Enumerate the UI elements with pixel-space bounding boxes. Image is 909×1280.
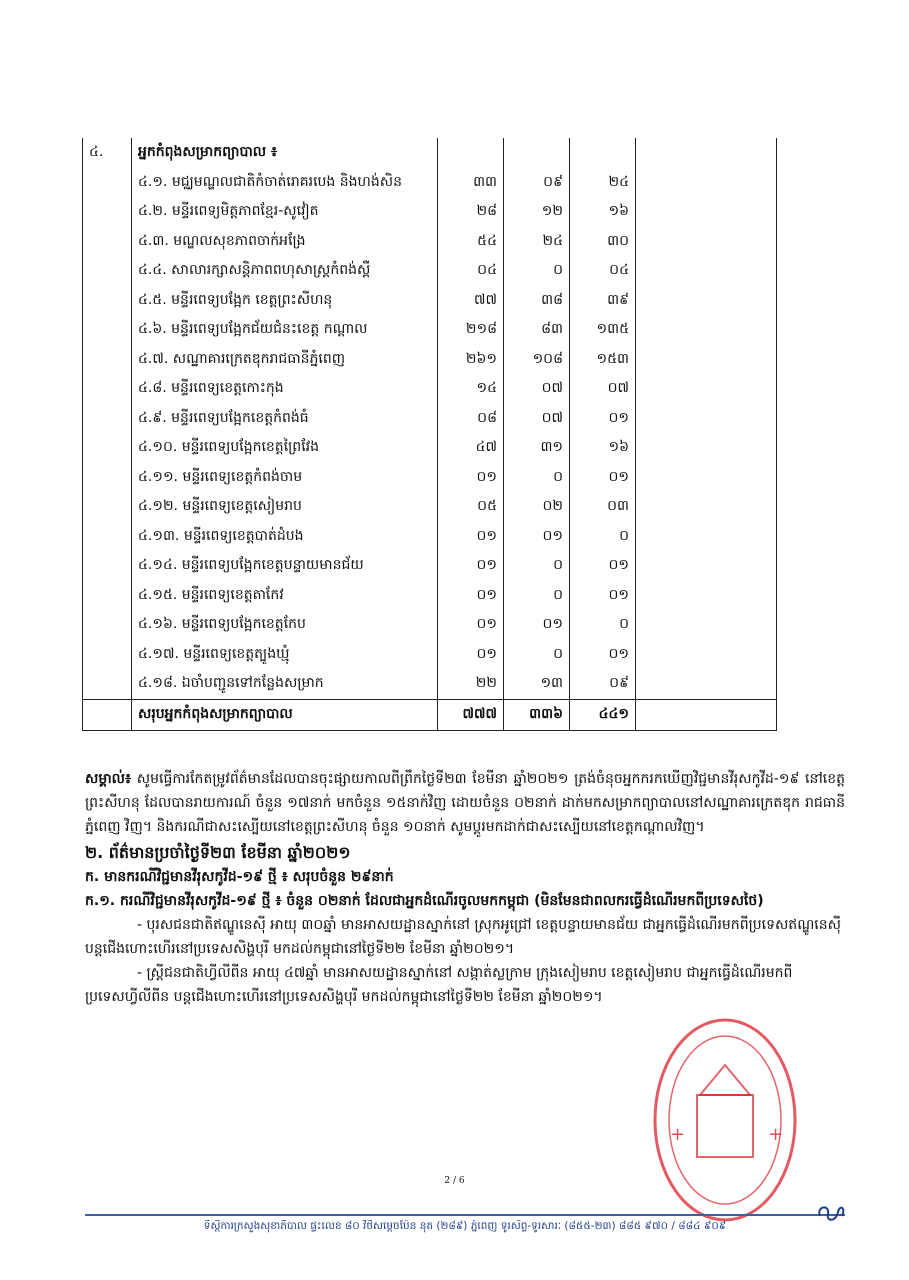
value-total: ៥៤	[438, 227, 504, 257]
facility-name: ៤.១៨. ឯចាំបញ្ជូនទៅកន្លែងសម្រាក	[132, 669, 438, 699]
table-row	[83, 227, 777, 257]
value-total: ៤៧	[438, 433, 504, 463]
value-female: ០	[504, 551, 570, 581]
value-total: ២១៨	[438, 315, 504, 345]
facility-name: ៤.១៤. មន្ទីរពេទ្យបង្អែកខេត្តបន្ទាយមានជ័យ	[132, 551, 438, 581]
facility-name: ៤.៨. មន្ទីរពេទ្យខេត្តកោះកុង	[132, 374, 438, 404]
facility-name: ៤.១៧. មន្ទីរពេទ្យខេត្តត្បូងឃ្មុំ	[132, 640, 438, 670]
table-row	[83, 463, 777, 493]
value-total: ០១	[438, 522, 504, 552]
value-female: ០៩	[504, 168, 570, 198]
value-total: ០១	[438, 581, 504, 611]
value-total: ៧៧	[438, 286, 504, 316]
value-female: ០១	[504, 522, 570, 552]
note-paragraph	[85, 767, 845, 839]
facility-name: ៤.១០. មន្ទីរពេទ្យបង្អែកខេត្តព្រៃវែង	[132, 433, 438, 463]
footer-address: ទីស្តីការក្រសួងសុខាភិបាល ផ្ទះលេខ ៨០ វិថីសម្តេចប៉ែន នុត (២៨៩) ភ្នំពេញ ទូរស័ព្ទ-ទូរសារៈ (៨៥៥-២៣) ៨៨៥ ៩៧០ / ៨៨៤ ៩០៩	[203, 1220, 727, 1232]
table-row	[83, 404, 777, 434]
value-male: ១៣៥	[570, 315, 636, 345]
total-value-a: ៧៧៧	[438, 699, 504, 730]
table-row	[83, 168, 777, 198]
value-male: ២៤	[570, 168, 636, 198]
facility-name: ៤.៧. សណ្ឋាគារក្រេតឌុករាជធានីភ្នំពេញ	[132, 345, 438, 375]
table-row	[83, 610, 777, 640]
table-row	[83, 522, 777, 552]
section2-sub-a1: ក.១. ករណីវិជ្ជមានវីរុសកូវីដ-១៩ ថ្មី ៖ ចំនួន ០២នាក់ ដែលជាអ្នកដំណើរចូលមកកម្ពុជា (មិនមែនជាពលករធ្វើដំណើរមកពីប្រទេសថៃ)	[85, 893, 764, 909]
section2-heading: ២. ព័ត៌មានប្រចាំថ្ងៃទី២៣ ខែមីនា ឆ្នាំ២០២១	[85, 843, 351, 862]
table-row	[83, 256, 777, 286]
total-row	[83, 699, 777, 730]
value-female: ០៧	[504, 374, 570, 404]
value-female: ០២	[504, 492, 570, 522]
value-male: ០១	[570, 404, 636, 434]
facility-name: ៤.៥. មន្ទីរពេទ្យបង្អែក ខេត្តព្រះសីហនុ	[132, 286, 438, 316]
value-male: ០១	[570, 640, 636, 670]
value-male: ០១	[570, 551, 636, 581]
signature-icon	[812, 1198, 852, 1228]
value-female: ២៤	[504, 227, 570, 257]
value-total: ០១	[438, 463, 504, 493]
svg-text:+: +	[768, 1124, 784, 1145]
section2-sub-a: ក. មានករណីវិជ្ជមានវីរុសកូវីដ-១៩ ថ្មី ៖ សរុបចំនួន ២៩នាក់	[85, 869, 394, 885]
value-female: ១២	[504, 197, 570, 227]
total-value-c: ៤៤១	[570, 699, 636, 730]
value-female: ០៧	[504, 404, 570, 434]
value-male: ០៤	[570, 256, 636, 286]
note-label: សម្គាល់៖	[85, 771, 132, 787]
table-row	[83, 433, 777, 463]
value-male: ១៥៣	[570, 345, 636, 375]
value-male: ១៦	[570, 433, 636, 463]
value-male: ០៩	[570, 669, 636, 699]
table-row	[83, 315, 777, 345]
facility-name: ៤.៦. មន្ទីរពេទ្យបង្អែកជ័យជំនះខេត្ត កណ្តាល	[132, 315, 438, 345]
table-row	[83, 197, 777, 227]
value-total: ០១	[438, 610, 504, 640]
footer-divider	[85, 1214, 845, 1216]
facility-name: ៤.១៣. មន្ទីរពេទ្យខេត្តបាត់ដំបង	[132, 522, 438, 552]
value-total: ០៨	[438, 404, 504, 434]
facility-name: ៤.១៦. មន្ទីរពេទ្យបង្អែកខេត្តកែប	[132, 610, 438, 640]
official-seal-icon	[650, 1015, 800, 1225]
value-total: ០៤	[438, 256, 504, 286]
value-total: ០១	[438, 551, 504, 581]
value-male: ០	[570, 610, 636, 640]
value-male: ០	[570, 522, 636, 552]
facility-name: ៤.៩. មន្ទីរពេទ្យបង្អែកខេត្តកំពង់ធំ	[132, 404, 438, 434]
value-total: ២៨	[438, 197, 504, 227]
note-text: សូមធ្វើការកែតម្រូវព័ត៌មានដែលបានចុះផ្សាយកាលពីព្រឹកថ្ងៃទី២៣ ខែមីនា ឆ្នាំ២០២១ ត្រង់ចំនុចអ្នកករកឃើញវិជ្ជមានវីរុសកូវីដ-១៩ នៅខេត្តព្រះសីហនុ ដែលបានរាយការណ៍ ចំនួន ១៧នាក់ មកចំនួន ១៥នាក់វិញ ដោយចំនួន ០២នាក់ ដាក់មកសម្រាកព្យាបាលនៅសណ្ឋាគារក្រេតឌុក រាជធានីភ្នំពេញ វិញ។ និងករណីជាសះស្បើយនៅខេត្តព្រះសីហនុ ចំនួន ១០នាក់ សូមប្តូរមកដាក់ជាសះស្បើយនៅខេត្តកណ្តាលវិញ។	[85, 771, 845, 835]
value-total: ០១	[438, 640, 504, 670]
value-total: ១៤	[438, 374, 504, 404]
value-total: ៣៣	[438, 168, 504, 198]
total-label: សរុបអ្នកកំពុងសម្រាកព្យាបាល	[132, 699, 438, 730]
table-row	[83, 492, 777, 522]
value-female: ៣១	[504, 433, 570, 463]
value-male: ៣៩	[570, 286, 636, 316]
value-female: ០	[504, 463, 570, 493]
value-female: ១០៨	[504, 345, 570, 375]
facility-name: ៤.២. មន្ទីរពេទ្យមិត្តភាពខ្មែរ-សូវៀត	[132, 197, 438, 227]
value-female: ០	[504, 640, 570, 670]
value-male: ០៧	[570, 374, 636, 404]
value-female: ០	[504, 581, 570, 611]
value-female: ០	[504, 256, 570, 286]
value-total: ២២	[438, 669, 504, 699]
patients-table	[82, 138, 777, 731]
table-row	[83, 551, 777, 581]
value-male: ៣០	[570, 227, 636, 257]
notes-section	[85, 767, 845, 1009]
table-row	[83, 581, 777, 611]
value-male: ០១	[570, 581, 636, 611]
value-female: ០១	[504, 610, 570, 640]
facility-name: ៤.១៥. មន្ទីរពេទ្យខេត្តតាកែវ	[132, 581, 438, 611]
table-row	[83, 640, 777, 670]
value-female: ៨៣	[504, 315, 570, 345]
value-male: ០១	[570, 463, 636, 493]
table-row	[83, 345, 777, 375]
case-paragraph-2: - ស្ត្រីជនជាតិហ្វីលីពីន អាយុ ៤៧ឆ្នាំ មានអាសយដ្ឋានស្នាក់នៅ សង្កាត់ស្លក្រាម ក្រុងសៀមរាប ខេត្តសៀមរាប ជាអ្នកធ្វើដំណើរមកពីប្រទេសហ្វីលីពីន បន្តជើងហោះហើរនៅប្រទេសសិង្ហបុរី មកដល់កម្ពុជានៅថ្ងៃទី២២ ខែមីនា ឆ្នាំ២០២១។	[85, 965, 793, 1005]
patients-table-body	[83, 138, 777, 730]
page-number: 2 / 6	[444, 1176, 465, 1186]
table-row	[83, 374, 777, 404]
facility-name: ៤.១. មជ្ឈមណ្ឌលជាតិកំចាត់រោគរបេង និងហង់សិន	[132, 168, 438, 198]
value-male: ០៣	[570, 492, 636, 522]
facility-name: ៤.១១. មន្ទីរពេទ្យខេត្តកំពង់ចាម	[132, 463, 438, 493]
table-row	[83, 669, 777, 699]
facility-name: ៤.៤. សាលារក្សាសន្តិភាពពហុសាស្ត្រកំពង់ស្ពឺ	[132, 256, 438, 286]
value-total: ២៦១	[438, 345, 504, 375]
table-row	[83, 286, 777, 316]
value-female: ៣៨	[504, 286, 570, 316]
facility-name: ៤.១២. មន្ទីរពេទ្យខេត្តសៀមរាប	[132, 492, 438, 522]
section-number: ៤.	[83, 138, 132, 168]
value-total: ០៥	[438, 492, 504, 522]
section-heading-row	[83, 138, 777, 168]
total-value-b: ៣៣៦	[504, 699, 570, 730]
value-female: ១៣	[504, 669, 570, 699]
svg-text:+: +	[670, 1124, 686, 1145]
section-heading: អ្នកកំពុងសម្រាកព្យាបាល ៖	[132, 138, 438, 168]
facility-name: ៤.៣. មណ្ឌលសុខភាពចាក់អង្រែ	[132, 227, 438, 257]
value-male: ១៦	[570, 197, 636, 227]
case-paragraph-1: - បុរសជនជាតិឥណ្ឌូនេស៊ី អាយុ ៣០ឆ្នាំ មានអាសយដ្ឋានស្នាក់នៅ ស្រុកអូជ្រៅ ខេត្តបន្ទាយមានជ័យ ជាអ្នកធ្វើដំណើរមកពីប្រទេសឥណ្ឌូនេស៊ី បន្តជើងហោះហើរនៅប្រទេសសិង្ហបុរី មកដល់កម្ពុជានៅថ្ងៃទី២២ ខែមីនា ឆ្នាំ២០២១។	[85, 917, 841, 957]
